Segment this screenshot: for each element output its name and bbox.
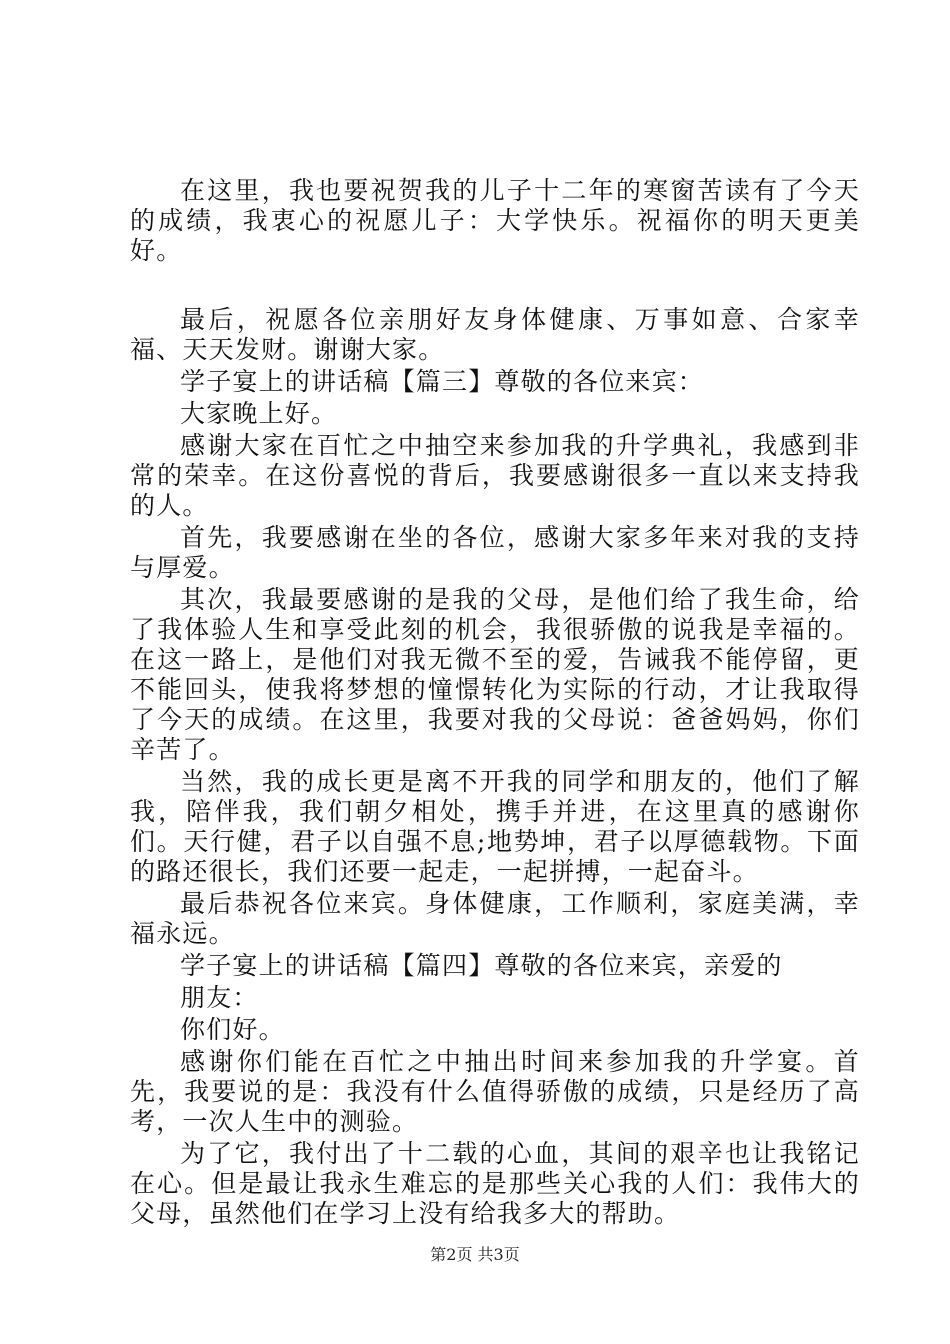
page-number-footer: 第2页 共3页 (430, 1245, 520, 1264)
paragraph-thanks-banquet: 感谢你们能在百忙之中抽出时间来参加我的升学宴。首先，我要说的是：我没有什么值得骄傲的成绩，只是经历了高考，一次人生中的测验。 (130, 1047, 860, 1136)
document-body (130, 176, 860, 1229)
paragraph-greeting-evening: 大家晚上好。 (180, 399, 338, 428)
paragraph-congrats-son: 在这里，我也要祝贺我的儿子十二年的寒窗苦读有了今天的成绩，我衷心的祝愿儿子：大学快乐。祝福你的明天更美好。 (130, 176, 860, 265)
paragraph-thanks-parents: 其次，我最要感谢的是我的父母，是他们给了我生命，给了我体验人生和享受此刻的机会，我很骄傲的说我是幸福的。在这一路上，是他们对我无微不至的爱，告诫我不能停留，更不能回头，使我将梦想的憧憬转化为实际的行动，才让我取得了今天的成绩。在这里，我要对我的父母说：爸爸妈妈，你们辛苦了。 (130, 585, 860, 764)
heading-speech-part-four: 学子宴上的讲话稿【篇四】尊敬的各位来宾，亲爱的 (180, 951, 783, 980)
paragraph-twelve-years: 为了它，我付出了十二载的心血，其间的艰辛也让我铭记在心。但是最让我永生难忘的是那些关心我的人们：我伟大的父母，虽然他们在学习上没有给我多大的帮助。 (130, 1139, 860, 1228)
paragraph-friends-salutation: 朋友： (180, 983, 259, 1012)
heading-speech-part-three: 学子宴上的讲话稿【篇三】尊敬的各位来宾： (180, 367, 705, 396)
paragraph-thanks-guests: 首先，我要感谢在坐的各位，感谢大家多年来对我的支持与厚爱。 (130, 523, 860, 582)
paragraph-greeting-hello: 你们好。 (180, 1015, 285, 1044)
paragraph-final-wishes: 最后恭祝各位来宾。身体健康，工作顺利，家庭美满，幸福永远。 (130, 889, 860, 948)
paragraph-thanks-friends: 当然，我的成长更是离不开我的同学和朋友的，他们了解我，陪伴我，我们朝夕相处，携手并进，在这里真的感谢你们。天行健，君子以自强不息;地势坤，君子以厚德载物。下面的路还很长，我们还要一起走，一起拼搏，一起奋斗。 (130, 767, 860, 886)
paragraph-closing-wishes: 最后，祝愿各位亲朋好友身体健康、万事如意、合家幸福、天天发财。谢谢大家。 (130, 305, 860, 364)
paragraph-thanks-attendance: 感谢大家在百忙之中抽空来参加我的升学典礼，我感到非常的荣幸。在这份喜悦的背后，我要感谢很多一直以来支持我的人。 (130, 431, 860, 520)
